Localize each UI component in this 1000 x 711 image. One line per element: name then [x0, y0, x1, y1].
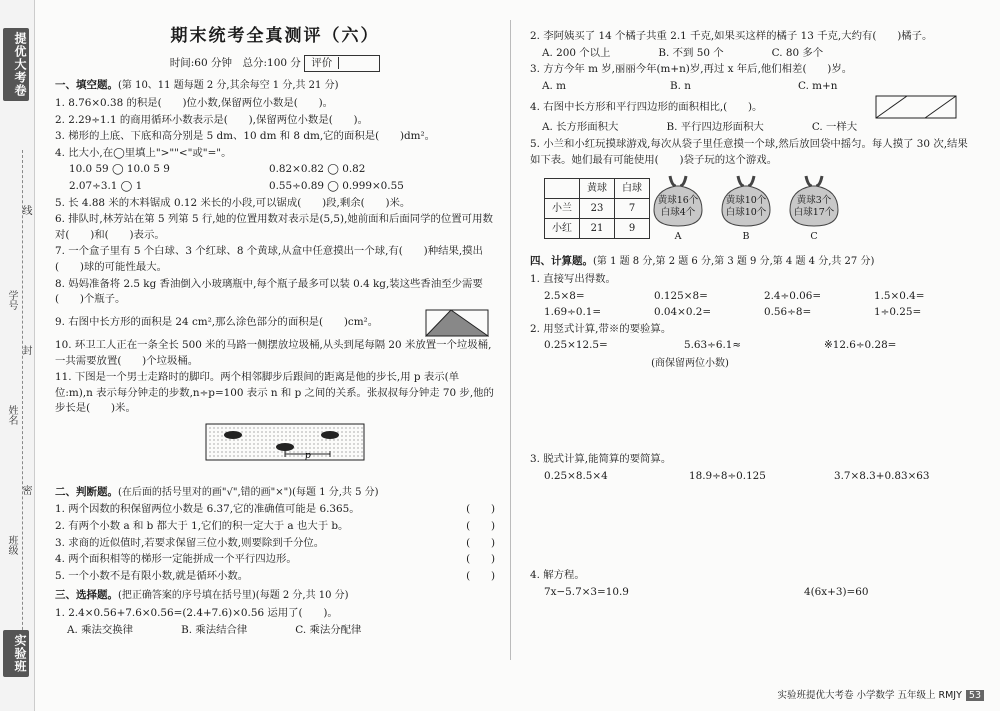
eval-field[interactable] — [338, 57, 373, 69]
option-b: B. 不到 50 个 — [658, 46, 724, 59]
footprint-svg — [205, 423, 365, 461]
s4-q2-note: (商保留两位小数) — [651, 358, 729, 370]
s1-q2: 2. 2.29÷1.1 的商用循环小数表示是( ),保留两位小数是( )。 — [55, 113, 368, 126]
footprint-1 — [224, 431, 242, 439]
ball-result-table — [544, 178, 650, 239]
s1-q9-row — [55, 309, 495, 337]
ball-game-area — [530, 172, 970, 250]
answer-paren[interactable]: ( ) — [466, 569, 495, 582]
label-banji: 班级 — [6, 535, 17, 555]
s3-q1-options — [55, 623, 495, 639]
s1-q4-row1 — [55, 162, 495, 178]
s3-q2: 2. 李阿姨买了 14 个橘子共重 2.1 千克,如果买这样的橘子 13 千克,大约有( )橘子。 — [530, 30, 933, 42]
answer-paren[interactable]: ( ) — [466, 553, 495, 566]
cut-line — [22, 150, 23, 670]
table-row: 小兰 23 7 — [545, 199, 650, 219]
q4a: 10.0 5̇9 ◯ 10.0 5̇ 9̇ — [69, 163, 170, 176]
mark-mi: 密 — [20, 485, 31, 495]
option-b: B. 乘法结合律 — [181, 623, 248, 636]
s2-item-5: 5. 一个小数不是有限小数,就是循环小数。 ( ) — [55, 569, 495, 585]
s4-q2: 2. 用竖式计算,带※的要验算。 — [530, 322, 672, 335]
s2-item-2: 2. 有两个小数 a 和 b 都大于 1,它们的积一定大于 a 也大于 b。 ( ) — [55, 519, 495, 535]
s3-q1: 1. 2.4×0.56+7.6×0.56=(2.4+7.6)×0.56 运用了( )。 — [55, 607, 338, 620]
table-head-cell — [545, 179, 580, 199]
s2-item-4: 4. 两个面积相等的梯形一定能拼成一个平行四边形。 ( ) — [55, 552, 495, 568]
option-c: C. 80 多个 — [771, 46, 824, 59]
triangle-figure — [425, 309, 489, 337]
footprint-figure — [205, 423, 495, 467]
answer-paren[interactable]: ( ) — [466, 519, 495, 532]
s3-q3: 3. 方方今年 m 岁,丽丽今年(m+n)岁,再过 x 年后,他们相差( )岁。 — [530, 63, 853, 76]
label-xingming: 姓名 — [6, 405, 17, 425]
s2-item-3: 3. 求商的近似值时,若要求保留三位小数,则要除到千分位。 ( ) — [55, 536, 495, 552]
table-row: 小红 21 9 — [545, 219, 650, 239]
s1-q11: 11. 下图是一个男士走路时的脚印。两个相邻脚步后跟间的距离是他的步长,用 p 表示(单位:m),n 表示每分钟走的步数,n÷p=100 表示 n 和 p 之间的关系。张叔叔每分钟走 70 步,他的步长是( )米。 — [55, 371, 494, 415]
work-space-1[interactable] — [530, 371, 970, 451]
section-3-title: 三、选择题。(把正确答案的序号填在括号里)(每题 2 分,共 10 分) — [55, 589, 349, 602]
option-a: A. 200 个以上 — [542, 46, 611, 59]
binding-strip — [0, 0, 35, 711]
s4-q1: 1. 直接写出得数。 — [530, 273, 616, 286]
bag-c-label-2: 白球17个 — [793, 207, 835, 219]
s3-q4-options — [530, 120, 970, 136]
time-score: 时间:60 分钟 总分:100 分 — [169, 56, 301, 69]
option-b: B. n — [670, 79, 691, 92]
footer-text: 实验班提优大考卷 小学数学 五年级上 RMJY — [777, 690, 962, 701]
s1-q1: 1. 8.76×0.38 的积是( )位小数,保留两位小数是( )。 — [55, 97, 334, 109]
work-space-2[interactable] — [530, 485, 970, 567]
bag-b-label-1: 黄球10个 — [725, 195, 767, 207]
s1-q8: 8. 妈妈准备将 2.5 kg 香油倒入小玻璃瓶中,每个瓶子最多可以装 0.4 kg,装这些香油至少需要( )个瓶子。 — [55, 277, 483, 306]
section-1-title: 一、填空题。(第 10、11 题每题 2 分,其余每空 1 分,共 21 分) — [55, 79, 339, 92]
bag-a-label-1: 黄球16个 — [657, 195, 699, 207]
exam-meta — [55, 55, 495, 73]
answer-paren[interactable]: ( ) — [466, 536, 495, 549]
s3-q3-options — [530, 79, 970, 95]
left-column — [55, 22, 495, 639]
answer-paren[interactable]: ( ) — [466, 503, 495, 516]
s1-q6: 6. 排队时,林芳站在第 5 列第 5 行,她的位置用数对表示是(5,5),她前面和后面同学的位置可用数对( )和( )表示。 — [55, 213, 493, 241]
column-divider — [510, 20, 511, 660]
option-b: B. 平行四边形面积大 — [666, 121, 764, 134]
option-a: A. 长方形面积大 — [542, 121, 619, 134]
s1-q7: 7. 一个盒子里有 5 个白球、3 个红球、8 个黄球,从盒中任意摸出一个球,有( )种结果,摸出( )球的可能性最大。 — [55, 245, 483, 274]
q4d: 0.55÷0.89 ◯ 0.999×0.55 — [269, 180, 404, 193]
s3-q2-options — [530, 46, 970, 62]
option-c: C. 一样大 — [811, 121, 858, 134]
bag-b-label-2: 白球10个 — [725, 207, 767, 219]
bag-a-tag: A — [674, 231, 682, 243]
s1-q5: 5. 长 4.88 米的木料锯成 0.12 米长的小段,可以锯成( )段,剩余( )米。 — [55, 196, 411, 209]
eval-label: 评价 — [311, 56, 333, 69]
bag-c-label-1: 黄球3个 — [796, 195, 832, 207]
footprint-2 — [276, 443, 294, 451]
option-c: C. 乘法分配律 — [295, 623, 362, 636]
bag-a-label-2: 白球4个 — [660, 207, 696, 219]
s3-q5: 5. 小兰和小红玩摸球游戏,每次从袋子里任意摸一个球,然后放回袋中摇匀。每人摸了 30 次,结果如下表。她们最有可能使用( )袋子玩的这个游戏。 — [530, 138, 968, 166]
s1-q3: 3. 梯形的上底、下底和高分别是 5 dm、10 dm 和 8 dm,它的面积是( )dm²。 — [55, 130, 436, 143]
option-a: A. m — [542, 79, 566, 92]
page-footer — [777, 687, 984, 701]
brand-top: 提优大考卷 — [3, 28, 29, 101]
s1-q9: 9. 右图中长方形的面积是 24 cm²,那么涂色部分的面积是( )cm²。 — [55, 316, 379, 329]
brand-bottom: 实验班 — [3, 630, 29, 677]
s3-q4: 4. 右图中长方形和平行四边形的面积相比,( )。 — [530, 100, 763, 113]
s4-q2-row: 0.25×12.5= 5.63÷6.1≈ ※12.6÷0.28= — [544, 339, 897, 352]
section-4-title: 四、计算题。(第 1 题 8 分,第 2 题 6 分,第 3 题 9 分,第 4 题 4 分,共 27 分) — [530, 255, 875, 268]
s4-q4: 4. 解方程。 — [530, 569, 585, 582]
bag-c-tag: C — [810, 231, 818, 243]
footprint-3 — [321, 431, 339, 439]
s3-q4-row — [530, 95, 970, 119]
option-c: C. m+n — [798, 79, 838, 92]
s1-q4: 4. 比大小,在◯里填上">""<"或"="。 — [55, 146, 232, 159]
table-head-cell: 白球 — [615, 179, 650, 199]
q4c: 2.07÷3.1 ◯ 1 — [69, 180, 143, 193]
s4-q3: 3. 脱式计算,能简算的要简算。 — [530, 453, 672, 466]
page-title: 期末统考全真测评（六） — [170, 26, 380, 46]
option-a: A. 乘法交换律 — [67, 623, 134, 636]
s4-q1-row1: 2.5×8= 0.125×8= 2.4÷0.06= 1.5×0.4= — [544, 289, 925, 302]
right-column — [530, 28, 970, 602]
s1-q4-row2 — [55, 179, 495, 195]
rect-parallelogram-figure — [875, 95, 965, 119]
s1-q10: 10. 环卫工人正在一条全长 500 米的马路一侧摆放垃圾桶,从头到尾每隔 20 米放置一个垃圾桶,一共需要放置( )个垃圾桶。 — [55, 338, 492, 367]
q4b: 0.82×0.82 ◯ 0.82 — [269, 163, 366, 176]
s2-item-1: 1. 两个因数的积保留两位小数是 6.37,它的准确值可能是 6.365。 ( ) — [55, 502, 495, 518]
page-number: 53 — [966, 690, 984, 701]
s4-q3-row: 0.25×8.5×4 18.9÷8÷0.125 3.7×8.3+0.83×63 — [544, 469, 930, 482]
section-2-title: 二、判断题。(在后面的括号里对的画"√",错的画"×")(每题 1 分,共 5 分) — [55, 485, 379, 498]
s4-q4-row: 7x−5.7×3=10.9 4(6x+3)=60 — [544, 585, 869, 598]
eval-box — [304, 55, 380, 73]
s4-q1-row2: 1.69÷0.1= 0.04×0.2= 0.56÷8= 1÷0.25= — [544, 306, 922, 319]
table-head-cell: 黄球 — [580, 179, 615, 199]
mark-xian: 线 — [20, 205, 31, 215]
mark-feng: 封 — [20, 345, 31, 355]
label-xuehao: 学号 — [6, 290, 17, 310]
bag-b-tag: B — [742, 231, 750, 243]
p-label: p — [305, 450, 311, 461]
